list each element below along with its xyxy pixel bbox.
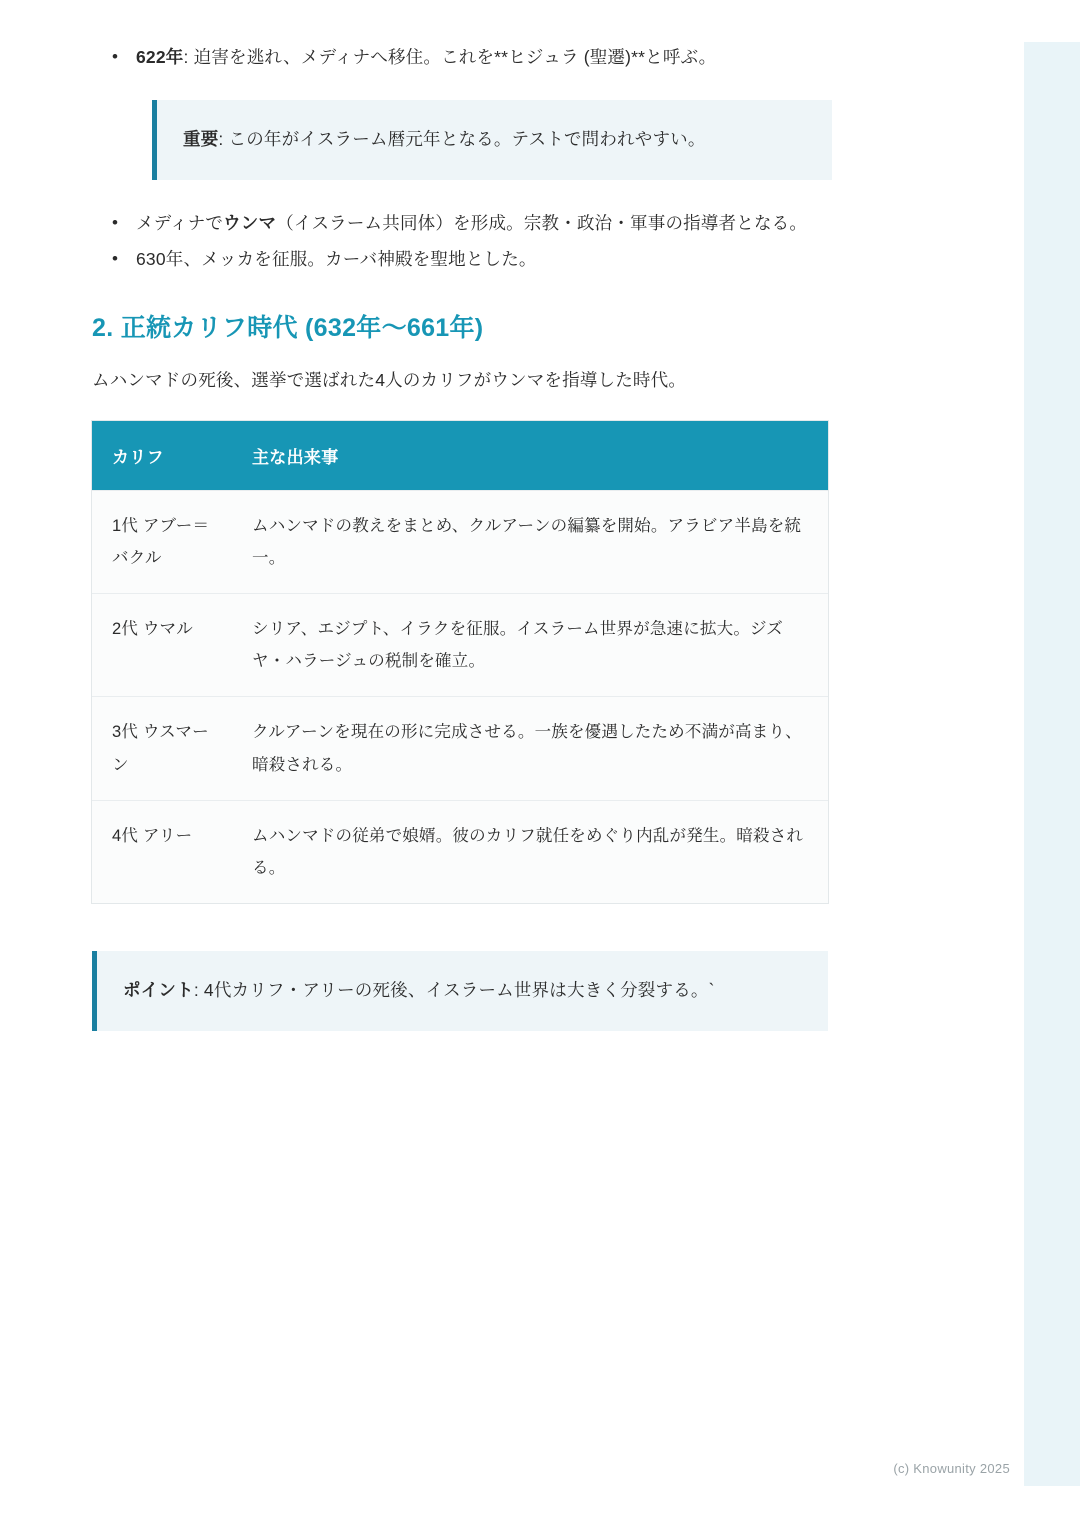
bullet-list-middle — [92, 206, 832, 276]
table-cell-events: ムハンマドの従弟で娘婿。彼のカリフ就任をめぐり内乱が発生。暗殺される。 — [232, 800, 828, 903]
table-row — [92, 800, 828, 903]
callout-text: : この年がイスラーム暦元年となる。テストで問われやすい。 — [218, 129, 706, 150]
list-item — [136, 40, 832, 74]
table-header-row — [92, 421, 828, 491]
table-cell-caliph: 3代 ウスマーン — [92, 697, 232, 800]
table-row — [92, 594, 828, 697]
bullet-strong-year: 622年 — [136, 47, 184, 67]
bullet-text-post: 630年、メッカを征服。カーバ神殿を聖地とした。 — [136, 249, 537, 270]
section-intro-paragraph: ムハンマドの死後、選挙で選ばれた4人のカリフがウンマを指導した時代。 — [92, 369, 687, 390]
section-heading: 2. 正統カリフ時代 (632年〜661年) — [92, 313, 484, 342]
callout-label: 重要 — [183, 129, 219, 150]
caliph-table — [92, 421, 828, 903]
page-margin-band — [1024, 42, 1080, 1486]
table-cell-caliph: 4代 アリー — [92, 800, 232, 903]
table-header-caliph: カリフ — [92, 421, 232, 491]
bullet-text-post: （イスラーム共同体）を形成。宗教・政治・軍事の指導者となる。 — [276, 213, 808, 234]
footer-credit: (c) Knowunity 2025 — [893, 1461, 1010, 1476]
list-item — [136, 242, 832, 276]
table-cell-caliph: 2代 ウマル — [92, 594, 232, 697]
document-content — [92, 40, 832, 1057]
table-row — [92, 490, 828, 593]
callout-text: : 4代カリフ・アリーの死後、イスラーム世界は大きく分裂する。` — [193, 980, 715, 1001]
callout-point — [92, 951, 828, 1031]
bullet-strong-umma: ウンマ — [223, 213, 277, 234]
table-cell-events: クルアーンを現在の形に完成させる。一族を優遇したため不満が高まり、暗殺される。 — [232, 697, 828, 800]
table-body — [92, 490, 828, 903]
bullet-text-pre: メディナで — [136, 213, 224, 234]
bullet-text: : 迫害を逃れ、メディナへ移住。これを**ヒジュラ (聖遷)**と呼ぶ。 — [183, 47, 717, 67]
table-cell-caliph: 1代 アブー＝バクル — [92, 490, 232, 593]
callout-important — [152, 100, 832, 180]
table-header-events: 主な出来事 — [232, 421, 828, 491]
table-row — [92, 697, 828, 800]
list-item — [136, 206, 832, 240]
table-header — [92, 421, 828, 491]
callout-label: ポイント — [123, 980, 194, 1001]
table-cell-events: シリア、エジプト、イラクを征服。イスラーム世界が急速に拡大。ジズヤ・ハラージュの税制を確立。 — [232, 594, 828, 697]
bullet-list-top — [92, 40, 832, 74]
page-margin-band-gap — [1016, 42, 1024, 1486]
table-cell-events: ムハンマドの教えをまとめ、クルアーンの編纂を開始。アラビア半島を統一。 — [232, 490, 828, 593]
